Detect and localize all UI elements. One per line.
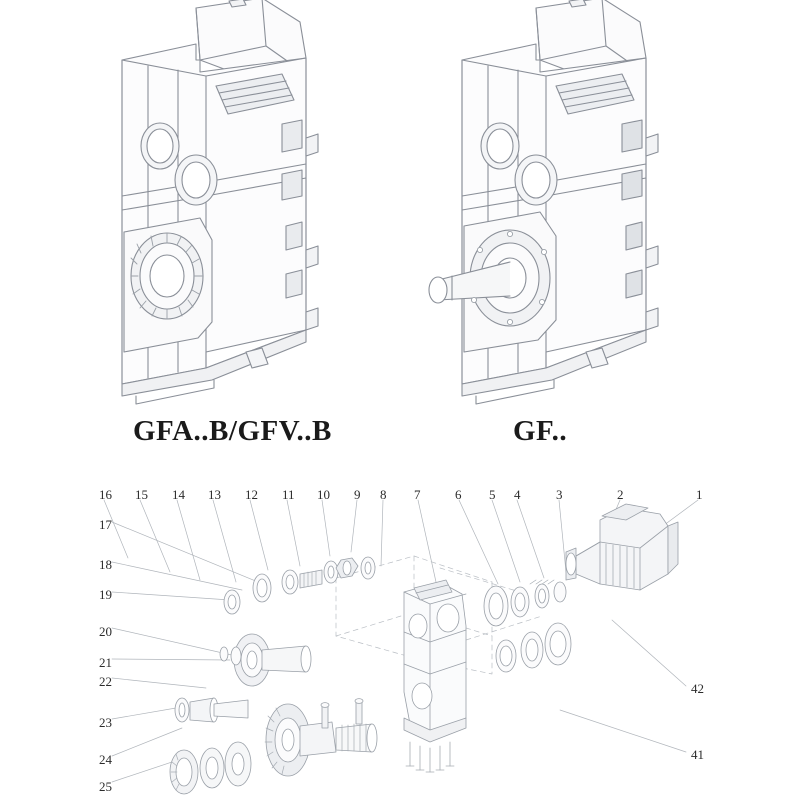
callout-number: 13	[208, 487, 221, 502]
exploded-view-svg	[0, 460, 800, 800]
callout-number: 42	[691, 681, 704, 696]
callout-number: 20	[99, 624, 112, 639]
callout-number: 4	[514, 487, 521, 502]
callout-number: 9	[354, 487, 361, 502]
callout-number: 12	[245, 487, 258, 502]
callout-number: 19	[99, 587, 112, 602]
gearbox-view-right	[429, 0, 658, 404]
callout-number: 2	[617, 487, 624, 502]
callout-number: 15	[135, 487, 148, 502]
callout-number: 24	[99, 752, 112, 767]
exploded-view-area	[0, 460, 800, 800]
caption-right: GF..	[513, 415, 568, 447]
callout-number: 22	[99, 674, 112, 689]
callout-number: 7	[414, 487, 421, 502]
callout-number: 10	[317, 487, 330, 502]
callout-number: 14	[172, 487, 185, 502]
callout-number: 6	[455, 487, 462, 502]
callout-number: 17	[99, 517, 112, 532]
callout-number: 18	[99, 557, 112, 572]
callout-number: 25	[99, 779, 112, 794]
callout-number: 21	[99, 655, 112, 670]
caption-left: GFA..B/GFV..B	[133, 415, 332, 447]
callout-number: 41	[691, 747, 704, 762]
callout-number: 11	[282, 487, 295, 502]
callout-number: 8	[380, 487, 387, 502]
callout-number: 23	[99, 715, 112, 730]
callout-number: 3	[556, 487, 563, 502]
callout-number: 16	[99, 487, 112, 502]
callout-number: 5	[489, 487, 496, 502]
callout-number: 1	[696, 487, 703, 502]
gearbox-view-left	[122, 0, 318, 404]
